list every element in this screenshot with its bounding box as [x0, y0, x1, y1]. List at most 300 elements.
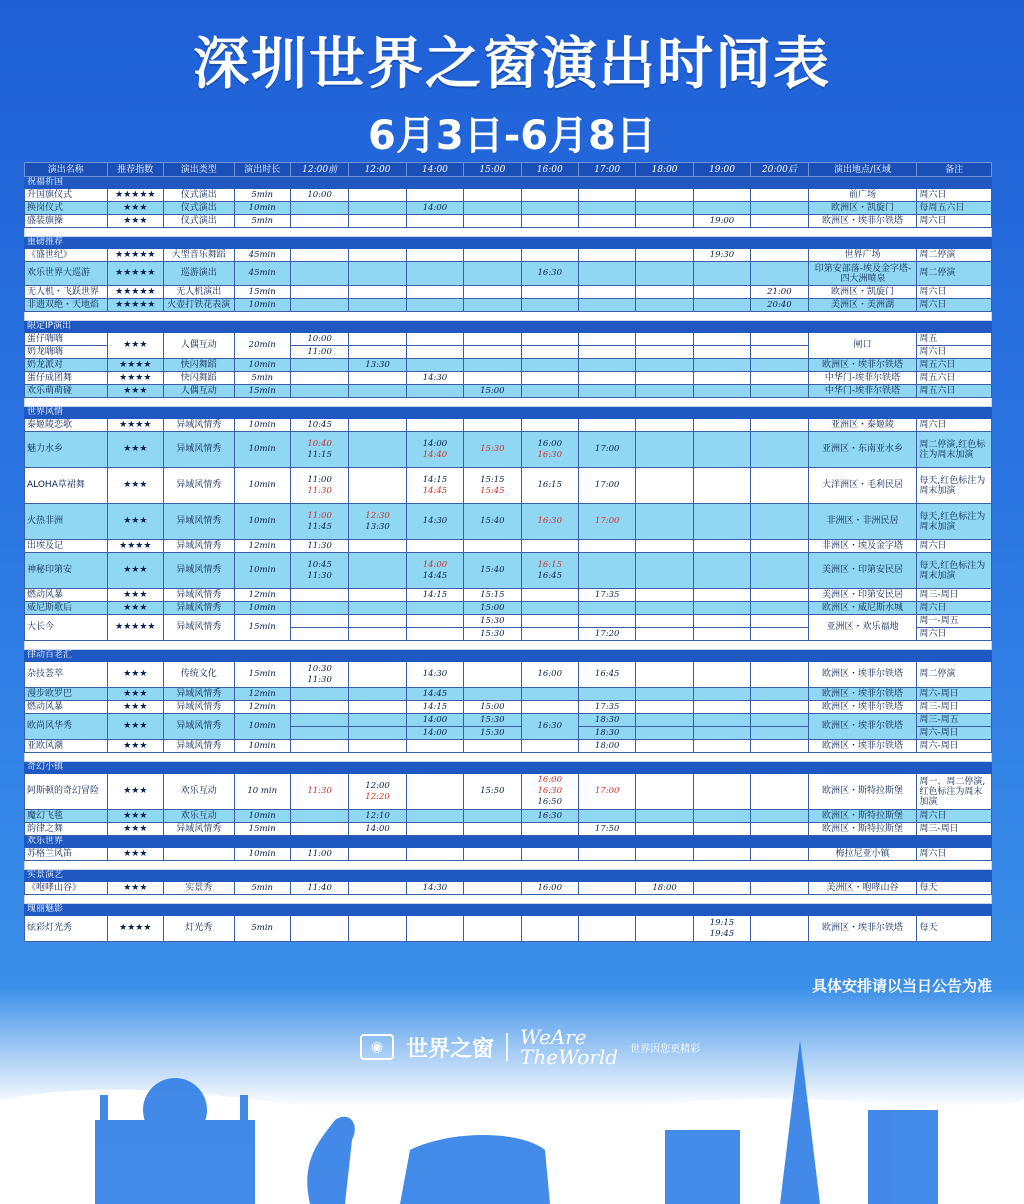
- show-type: 异域风情秀: [164, 589, 235, 602]
- showtime-weekend: 11:30: [307, 485, 332, 496]
- remark: 周三-周日: [917, 589, 992, 602]
- showtime: 16:45: [537, 570, 562, 581]
- showtime: 21:00: [751, 286, 808, 299]
- showtime-cell: [521, 553, 578, 589]
- table-row: [25, 202, 992, 215]
- table-row: [25, 286, 992, 299]
- remark: 周五六日: [917, 372, 992, 385]
- showtime: 10:45: [307, 559, 332, 570]
- remark: 周五: [917, 333, 992, 346]
- showtime-weekend: 11:30: [290, 774, 348, 810]
- show-name: 神秘印第安: [25, 553, 108, 589]
- showtime: 11:30: [307, 674, 332, 685]
- section-header: 限定IP演出: [25, 321, 992, 333]
- rating-stars: ★★★: [107, 662, 163, 688]
- showtime: 16:30: [521, 262, 578, 286]
- venue: 美洲区・印第安民居: [808, 553, 917, 589]
- showtime: 14:30: [406, 662, 463, 688]
- column-header: 17:00: [578, 163, 635, 177]
- remark: 每天,红色标注为周末加演: [917, 553, 992, 589]
- show-name: 威尼斯歌后: [25, 602, 108, 615]
- rating-stars: ★★★: [107, 215, 163, 228]
- showtime: 17:20: [578, 628, 635, 641]
- showtime: 11:30: [307, 570, 332, 581]
- showtime: 14:45: [422, 570, 448, 581]
- table-row: [25, 848, 992, 861]
- venue: 大洋洲区・毛利民居: [808, 468, 917, 504]
- showtime: 11:15: [307, 449, 332, 460]
- show-name: 盛装旗操: [25, 215, 108, 228]
- rating-stars: ★★★★★: [107, 249, 163, 262]
- show-type: 仪式演出: [164, 189, 235, 202]
- show-type: 异域风情秀: [164, 688, 235, 701]
- duration: 10min: [234, 359, 290, 372]
- showtime: 16:50: [537, 797, 562, 807]
- column-header: 演出名称: [25, 163, 108, 177]
- showtime-weekend: 10:40: [307, 438, 332, 449]
- showtime: 15:30: [464, 628, 521, 641]
- duration: 15min: [234, 385, 290, 398]
- show-type: 无人机演出: [164, 286, 235, 299]
- show-name: 欢乐萌萌碰: [25, 385, 108, 398]
- remark: 每天,红色标注为周末加演: [917, 468, 992, 504]
- venue: 美洲区・咆哮山谷: [808, 882, 917, 895]
- showtime-weekend: 12:30: [365, 510, 390, 521]
- showtime: 17:00: [578, 432, 635, 468]
- rating-stars: ★★★: [107, 202, 163, 215]
- show-name: 奶龙嗨嗨: [25, 346, 108, 359]
- show-name: 炫彩灯光秀: [25, 916, 108, 942]
- show-type: 人偶互动: [164, 333, 235, 359]
- duration: 12min: [234, 688, 290, 701]
- remark: 周六日: [917, 215, 992, 228]
- showtime-cell: [521, 774, 578, 810]
- venue: 美洲区・印第安民居: [808, 589, 917, 602]
- show-type: 火壶打铁花表演: [164, 299, 235, 312]
- showtime-weekend: 16:30: [537, 786, 562, 796]
- showtime: 15:40: [464, 504, 521, 540]
- show-name: 大长今: [25, 615, 108, 641]
- remark: 周五六日: [917, 359, 992, 372]
- section-header: 重磅推荐: [25, 237, 992, 249]
- showtime-weekend: 17:00: [578, 774, 635, 810]
- duration: 10min: [234, 468, 290, 504]
- showtime-cell: [290, 504, 348, 540]
- duration: 10min: [234, 504, 290, 540]
- showtime: 15:00: [464, 602, 521, 615]
- rating-stars: ★★★★★: [107, 299, 163, 312]
- showtime-cell: [521, 432, 578, 468]
- table-row: [25, 602, 992, 615]
- showtime: 15:30: [464, 615, 521, 628]
- column-header: 演出地点/区域: [808, 163, 917, 177]
- show-type: 异域风情秀: [164, 602, 235, 615]
- remark: 周三-周日: [917, 823, 992, 836]
- showtime-cell: [406, 553, 463, 589]
- slogan-logo: [520, 1027, 618, 1067]
- showtime: 15:00: [464, 701, 521, 714]
- venue: 美洲区・美洲湖: [808, 299, 917, 312]
- showtime: 19:00: [693, 215, 750, 228]
- venue: 亚洲区・东南亚水乡: [808, 432, 917, 468]
- showtime-weekend: 15:30: [464, 432, 521, 468]
- venue: 欧洲区・斯特拉斯堡: [808, 823, 917, 836]
- showtime-weekend: 16:30: [537, 449, 562, 460]
- venue: 非洲区・非洲民居: [808, 504, 917, 540]
- showtime: 19:30: [693, 249, 750, 262]
- duration: 10min: [234, 602, 290, 615]
- showtime: 14:15: [406, 701, 463, 714]
- showtime: 15:15: [480, 474, 505, 485]
- rating-stars: ★★★: [107, 468, 163, 504]
- table-row: [25, 882, 992, 895]
- showtime: 19:15: [709, 917, 735, 928]
- show-type: 实景秀: [164, 882, 235, 895]
- rating-stars: ★★★: [107, 740, 163, 753]
- showtime: 14:00: [406, 202, 463, 215]
- show-name: 出埃及记: [25, 540, 108, 553]
- show-name: 蛋仔嗨嗨: [25, 333, 108, 346]
- show-type: 异域风情秀: [164, 432, 235, 468]
- show-type: 灯光秀: [164, 916, 235, 942]
- showtime: 14:30: [406, 504, 463, 540]
- remark: 周六-周日: [917, 740, 992, 753]
- table-row: [25, 916, 992, 942]
- venue: 中华门-埃菲尔铁塔: [808, 372, 917, 385]
- table-row: [25, 589, 992, 602]
- showtime: 14:30: [406, 372, 463, 385]
- showtime: 16:30: [521, 810, 578, 823]
- show-name: 换岗仪式: [25, 202, 108, 215]
- showtime: 14:30: [406, 882, 463, 895]
- showtime: 10:00: [290, 189, 348, 202]
- showtime: 16:45: [578, 662, 635, 688]
- remark: 周二停演: [917, 249, 992, 262]
- show-type: 异域风情秀: [164, 740, 235, 753]
- remark: 周三-周五: [917, 714, 992, 727]
- remark: 周六日: [917, 419, 992, 432]
- remark: 每天: [917, 882, 992, 895]
- venue: 欧洲区・埃菲尔铁塔: [808, 740, 917, 753]
- venue: 梅拉尼亚小镇: [808, 848, 917, 861]
- show-name: 燃动风暴: [25, 701, 108, 714]
- table-row: [25, 701, 992, 714]
- show-type: 异域风情秀: [164, 823, 235, 836]
- showtime: 18:30: [578, 727, 635, 740]
- page-title: 深圳世界之窗演出时间表: [193, 32, 831, 97]
- remark: 周六-周日: [917, 727, 992, 740]
- show-name: 无人机・飞跃世界: [25, 286, 108, 299]
- remark: 周六日: [917, 189, 992, 202]
- show-name: 韵律之舞: [25, 823, 108, 836]
- show-name: 阿斯顿的奇幻冒险: [25, 774, 108, 810]
- disclaimer-note: 具体安排请以当日公告为准: [811, 977, 992, 995]
- remark: 周五六日: [917, 385, 992, 398]
- showtime: 13:30: [365, 521, 390, 532]
- section-header: 世界风情: [25, 407, 992, 419]
- showtime-cell: [290, 662, 348, 688]
- table-row: [25, 215, 992, 228]
- show-name: 亚欧风潮: [25, 740, 108, 753]
- showtime-cell: [406, 468, 463, 504]
- remark: 周六日: [917, 628, 992, 641]
- venue: 欧洲区・埃菲尔铁塔: [808, 359, 917, 372]
- remark: 周六-周日: [917, 688, 992, 701]
- table-row: [25, 540, 992, 553]
- showtime: 16:00: [537, 438, 562, 449]
- showtime-weekend: 12:20: [365, 791, 390, 802]
- duration: 45min: [234, 249, 290, 262]
- rating-stars: ★★★★★: [107, 189, 163, 202]
- showtime: 12:00: [365, 780, 390, 791]
- showtime: 14:00: [422, 438, 448, 449]
- show-name: 非遗双绝・天地焰: [25, 299, 108, 312]
- table-row: [25, 299, 992, 312]
- show-name: 欢乐世界大巡游: [25, 262, 108, 286]
- column-header: 备注: [917, 163, 992, 177]
- showtime: 17:35: [578, 701, 635, 714]
- showtime: 14:15: [422, 474, 448, 485]
- showtime: 15:30: [464, 714, 521, 727]
- venue: 欧洲区・埃菲尔铁塔: [808, 701, 917, 714]
- column-header: 推荐指数: [107, 163, 163, 177]
- we-are-text: WeAre: [520, 1025, 587, 1049]
- duration: 12min: [234, 701, 290, 714]
- table-header-row: [25, 163, 992, 177]
- column-header: 20:00后: [751, 163, 808, 177]
- remark: 周一-周五: [917, 615, 992, 628]
- venue: 印第安部落-埃及金字塔-四大洲喷泉: [808, 262, 917, 286]
- show-type: 快闪舞蹈: [164, 359, 235, 372]
- remark: 每天,红色标注为周末加演: [917, 504, 992, 540]
- showtime: 16:00: [521, 662, 578, 688]
- showtime: 20:40: [751, 299, 808, 312]
- table-row: [25, 615, 992, 628]
- showtime-cell: [464, 468, 521, 504]
- remark: 周六日: [917, 848, 992, 861]
- rating-stars: ★★★: [107, 504, 163, 540]
- show-type: 异域风情秀: [164, 419, 235, 432]
- show-type: 异域风情秀: [164, 468, 235, 504]
- column-header: 演出时长: [234, 163, 290, 177]
- table-row: [25, 432, 992, 468]
- section-header: 奇幻小镇: [25, 762, 992, 774]
- showtime-weekend: 14:40: [422, 449, 448, 460]
- remark: 每周五六日: [917, 202, 992, 215]
- column-header: 19:00: [693, 163, 750, 177]
- column-header: 演出类型: [164, 163, 235, 177]
- venue: 欧洲区・埃菲尔铁塔: [808, 714, 917, 740]
- duration: 45min: [234, 262, 290, 286]
- showtime: 17:00: [578, 468, 635, 504]
- duration: 15min: [234, 662, 290, 688]
- show-type: 大型音乐舞蹈: [164, 249, 235, 262]
- remark: 周一、周二停演,红色标注为周末加演: [917, 774, 992, 810]
- show-type: 人偶互动: [164, 385, 235, 398]
- show-name: 《咆哮山谷》: [25, 882, 108, 895]
- showtime: 10:00: [290, 333, 348, 346]
- section-header: 欢乐世界: [25, 836, 992, 848]
- table-row: [25, 385, 992, 398]
- section-header: 瑰丽魅影: [25, 904, 992, 916]
- brand-logo-bar: [360, 1024, 700, 1070]
- duration: 20min: [234, 333, 290, 359]
- showtime: 11:45: [307, 521, 332, 532]
- show-name: 欧尚风华秀: [25, 714, 108, 740]
- duration: 10min: [234, 714, 290, 740]
- venue: 世界广场: [808, 249, 917, 262]
- showtime-weekend: 15:45: [480, 485, 505, 496]
- remark: 周二停演: [917, 662, 992, 688]
- table-row: [25, 249, 992, 262]
- show-type: 仪式演出: [164, 215, 235, 228]
- table-row: [25, 714, 992, 727]
- column-header: 16:00: [521, 163, 578, 177]
- duration: 5min: [234, 189, 290, 202]
- showtime-cell: [349, 504, 406, 540]
- table-row: [25, 359, 992, 372]
- show-name: 魔幻飞毯: [25, 810, 108, 823]
- showtime: 15:40: [464, 553, 521, 589]
- showtime-cell: [349, 774, 406, 810]
- remark: 周六日: [917, 286, 992, 299]
- show-type: 传统文化: [164, 662, 235, 688]
- rating-stars: ★★★: [107, 602, 163, 615]
- table-row: [25, 553, 992, 589]
- showtime: 15:30: [464, 727, 521, 740]
- remark: 周六日: [917, 810, 992, 823]
- column-header: 12:00: [349, 163, 406, 177]
- section-header: 实景演艺: [25, 870, 992, 882]
- showtime: 16:00: [521, 882, 578, 895]
- schedule-table-container: [24, 162, 992, 942]
- showtime-weekend: 11:00: [307, 510, 332, 521]
- rating-stars: ★★★: [107, 688, 163, 701]
- duration: 10min: [234, 848, 290, 861]
- venue: 亚洲区・欢乐福地: [808, 615, 917, 641]
- show-type: 异域风情秀: [164, 540, 235, 553]
- rating-stars: ★★★★: [107, 372, 163, 385]
- brand-name: 世界之窗: [406, 1035, 495, 1062]
- remark: 周六日: [917, 299, 992, 312]
- remark: 周六日: [917, 540, 992, 553]
- showtime-weekend: 17:00: [578, 504, 635, 540]
- duration: 15min: [234, 615, 290, 641]
- venue: 欧洲区・斯特拉斯堡: [808, 810, 917, 823]
- venue: 欧洲区・埃菲尔铁塔: [808, 215, 917, 228]
- showtime-cell: [290, 553, 348, 589]
- show-type: 异域风情秀: [164, 553, 235, 589]
- showtime-weekend: 14:45: [422, 485, 448, 496]
- venue: 中华门-埃菲尔铁塔: [808, 385, 917, 398]
- remark: 周二停演,红色标注为周末加演: [917, 432, 992, 468]
- venue: 亚洲区・泰姬陵: [808, 419, 917, 432]
- showtime: 14:00: [406, 714, 463, 727]
- showtime: 14:15: [406, 589, 463, 602]
- show-type: 异域风情秀: [164, 714, 235, 740]
- rating-stars: ★★★: [107, 714, 163, 740]
- column-header: 12:00前: [290, 163, 348, 177]
- showtime: 11:00: [290, 848, 348, 861]
- show-name: 杂技荟萃: [25, 662, 108, 688]
- table-row: [25, 823, 992, 836]
- remark: 周六日: [917, 346, 992, 359]
- showtime: 18:00: [636, 882, 693, 895]
- table-row: [25, 372, 992, 385]
- show-type: 异域风情秀: [164, 504, 235, 540]
- venue: 欧洲区・凯旋门: [808, 286, 917, 299]
- showtime: 16:15: [521, 468, 578, 504]
- show-type: 欢乐互动: [164, 774, 235, 810]
- remark: 每天: [917, 916, 992, 942]
- table-row: [25, 662, 992, 688]
- showtime: 18:30: [578, 714, 635, 727]
- rating-stars: ★★★: [107, 882, 163, 895]
- show-type: 快闪舞蹈: [164, 372, 235, 385]
- venue: 闸口: [808, 333, 917, 359]
- duration: 5min: [234, 916, 290, 942]
- table-row: [25, 740, 992, 753]
- duration: 10min: [234, 202, 290, 215]
- showtime: 18:00: [578, 740, 635, 753]
- duration: 12min: [234, 589, 290, 602]
- duration: 10min: [234, 432, 290, 468]
- rating-stars: ★★★★★: [107, 615, 163, 641]
- show-name: 《盛世纪》: [25, 249, 108, 262]
- column-header: 18:00: [636, 163, 693, 177]
- rating-stars: ★★★: [107, 589, 163, 602]
- showtime-weekend: 16:00: [537, 775, 562, 785]
- date-range: 6月3日-6月8日: [368, 113, 656, 159]
- showtime-cell: [693, 916, 750, 942]
- slogan-text: 世界因您更精彩: [630, 1043, 701, 1055]
- showtime: 11:00: [307, 474, 332, 485]
- duration: 10min: [234, 740, 290, 753]
- duration: 10min: [234, 553, 290, 589]
- show-name: 漫步欧罗巴: [25, 688, 108, 701]
- showtime-weekend: 16:30: [521, 504, 578, 540]
- showtime-cell: [290, 468, 348, 504]
- rating-stars: ★★★: [107, 432, 163, 468]
- rating-stars: ★★★★: [107, 540, 163, 553]
- showtime: 11:30: [290, 540, 348, 553]
- rating-stars: ★★★: [107, 553, 163, 589]
- show-name: 燃动风暴: [25, 589, 108, 602]
- showtime: 15:50: [464, 774, 521, 810]
- show-type: 异域风情秀: [164, 701, 235, 714]
- venue: 欧洲区・埃菲尔铁塔: [808, 916, 917, 942]
- showtime-weekend: 16:15: [537, 559, 562, 570]
- venue: 非洲区・埃及金字塔: [808, 540, 917, 553]
- show-name: ALOHA草裙舞: [25, 468, 108, 504]
- showtime: 14:00: [406, 727, 463, 740]
- table-row: [25, 262, 992, 286]
- remark: 周三-周日: [917, 701, 992, 714]
- showtime: 17:35: [578, 589, 635, 602]
- showtime: 10:30: [307, 663, 332, 674]
- rating-stars: ★★★: [107, 774, 163, 810]
- show-type: 巡游演出: [164, 262, 235, 286]
- showtime: 16:30: [521, 714, 578, 740]
- rating-stars: ★★★★: [107, 419, 163, 432]
- venue: 欧洲区・威尼斯水城: [808, 602, 917, 615]
- duration: 5min: [234, 882, 290, 895]
- rating-stars: ★★★: [107, 823, 163, 836]
- rating-stars: ★★★: [107, 848, 163, 861]
- showtime: 17:50: [578, 823, 635, 836]
- table-row: [25, 688, 992, 701]
- show-name: 奶龙派对: [25, 359, 108, 372]
